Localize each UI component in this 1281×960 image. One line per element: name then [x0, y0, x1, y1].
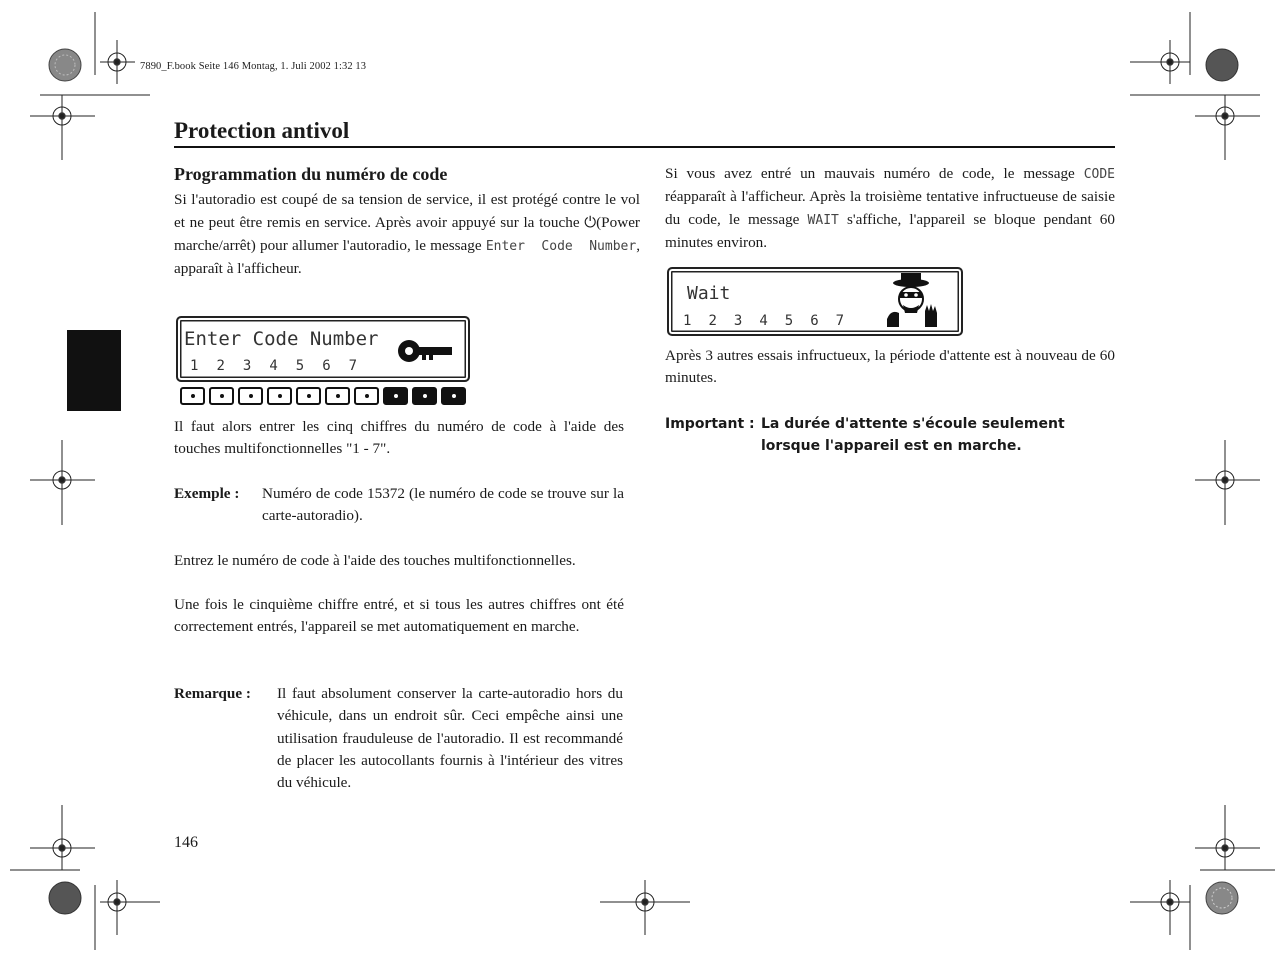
title-rule: [174, 146, 1115, 148]
key-icon: [396, 336, 456, 366]
section-title: Protection antivol: [174, 118, 350, 143]
digit: 6: [810, 313, 819, 329]
entry-paragraph: Entrez le numéro de code à l'aide des touches multifonctionnelles.: [174, 552, 576, 569]
radio-display-wait: [667, 267, 963, 336]
page-number: 146: [174, 834, 198, 851]
file-info-header: 7890_F.book Seite 146 Montag, 1. Juli 2002 1:32 13: [140, 61, 367, 72]
chapter-tab: [67, 330, 121, 411]
digit: 5: [784, 313, 794, 329]
wait-message: WAIT: [807, 212, 839, 228]
code-message: CODE: [1083, 167, 1115, 182]
digit: 2: [216, 358, 225, 374]
digit: 1: [190, 358, 199, 374]
digits-paragraph: Il faut alors entrer les cinq chiffres du numéro de code à l'aide des touches multifonctionnelles "1 - 7".: [174, 418, 624, 458]
intro-text-3: , apparaît à l'afficheur.: [174, 236, 640, 277]
power-icon: ⏻: [584, 213, 597, 232]
digit: 4: [759, 313, 768, 329]
remark-text: Il faut absolument conserver la carte-autoradio hors du véhicule, dans un endroit sûr. Ceci empêche ainsi une utilisation frauduleuse de l'autoradio. Il est recommandé de placer les autocollants fournis à l'intérieur des vitres du véhicule.: [277, 685, 623, 792]
multifunction-keys: [180, 387, 466, 405]
example-label: Exemple :: [174, 485, 240, 502]
digit: 7: [835, 313, 845, 329]
wait-period-paragraph: Après 3 autres essais infructueux, la période d'attente est à nouveau de 60 minutes.: [665, 347, 1115, 387]
wrong-code-text-1: Si vous avez entré un mauvais numéro de code, le message: [665, 165, 1084, 182]
key-button-3: [238, 387, 263, 405]
intro-text-2: (Power marche/arrêt) pour allumer l'autoradio, le message: [174, 214, 640, 254]
key-button-7: [354, 387, 379, 405]
radio-display-enter-code: [176, 316, 470, 382]
subtitle: Programmation du numéro de code: [174, 164, 448, 184]
remark-label: Remarque :: [174, 685, 251, 702]
digit: 1: [683, 313, 692, 329]
digit: 2: [708, 313, 717, 329]
auto-start-paragraph: Une fois le cinquième chiffre entré, et si tous les autres chiffres ont été correctement entrés, l'appareil se met automatiquement en marche.: [174, 596, 624, 636]
digit: 7: [348, 358, 358, 374]
key-button-5: [296, 387, 321, 405]
intro-paragraph: [174, 189, 640, 280]
key-button-4: [267, 387, 292, 405]
digit: 4: [269, 358, 278, 374]
important-label: Important :: [665, 416, 755, 432]
key-button-2: [209, 387, 234, 405]
key-button-9: [412, 387, 437, 405]
key-button-6: [325, 387, 350, 405]
wrong-code-text-2: réapparaît à l'afficheur. Après la troisième tentative infructueuse de saisie du code, le message: [665, 188, 1115, 228]
display-digits: [683, 313, 844, 329]
intro-text-1: Si l'autoradio est coupé de sa tension de service, il est protégé contre le vol et ne peut être remis en service. Après avoir appuyé sur la touche: [174, 191, 640, 232]
important-text: La durée d'attente s'écoule seulement lorsque l'appareil est en marche.: [761, 416, 1065, 454]
digit: 3: [242, 358, 252, 374]
example-text: Numéro de code 15372 (le numéro de code se trouve sur la carte-autoradio).: [262, 485, 624, 525]
enter-code-message: Enter Code Number: [485, 238, 637, 254]
display-text: Wait: [687, 283, 731, 304]
digit: 6: [322, 358, 331, 374]
key-button-10: [441, 387, 466, 405]
digit: 5: [295, 358, 305, 374]
thief-icon: [881, 271, 947, 331]
digit: 3: [733, 313, 743, 329]
key-button-1: [180, 387, 205, 405]
display-text: Enter Code Number: [184, 328, 379, 350]
display-digits: [190, 358, 357, 374]
key-button-8: [383, 387, 408, 405]
wrong-code-text-3: s'affiche, l'appareil se bloque pendant 60 minutes environ.: [665, 210, 1115, 251]
wrong-code-paragraph: [665, 163, 1115, 254]
